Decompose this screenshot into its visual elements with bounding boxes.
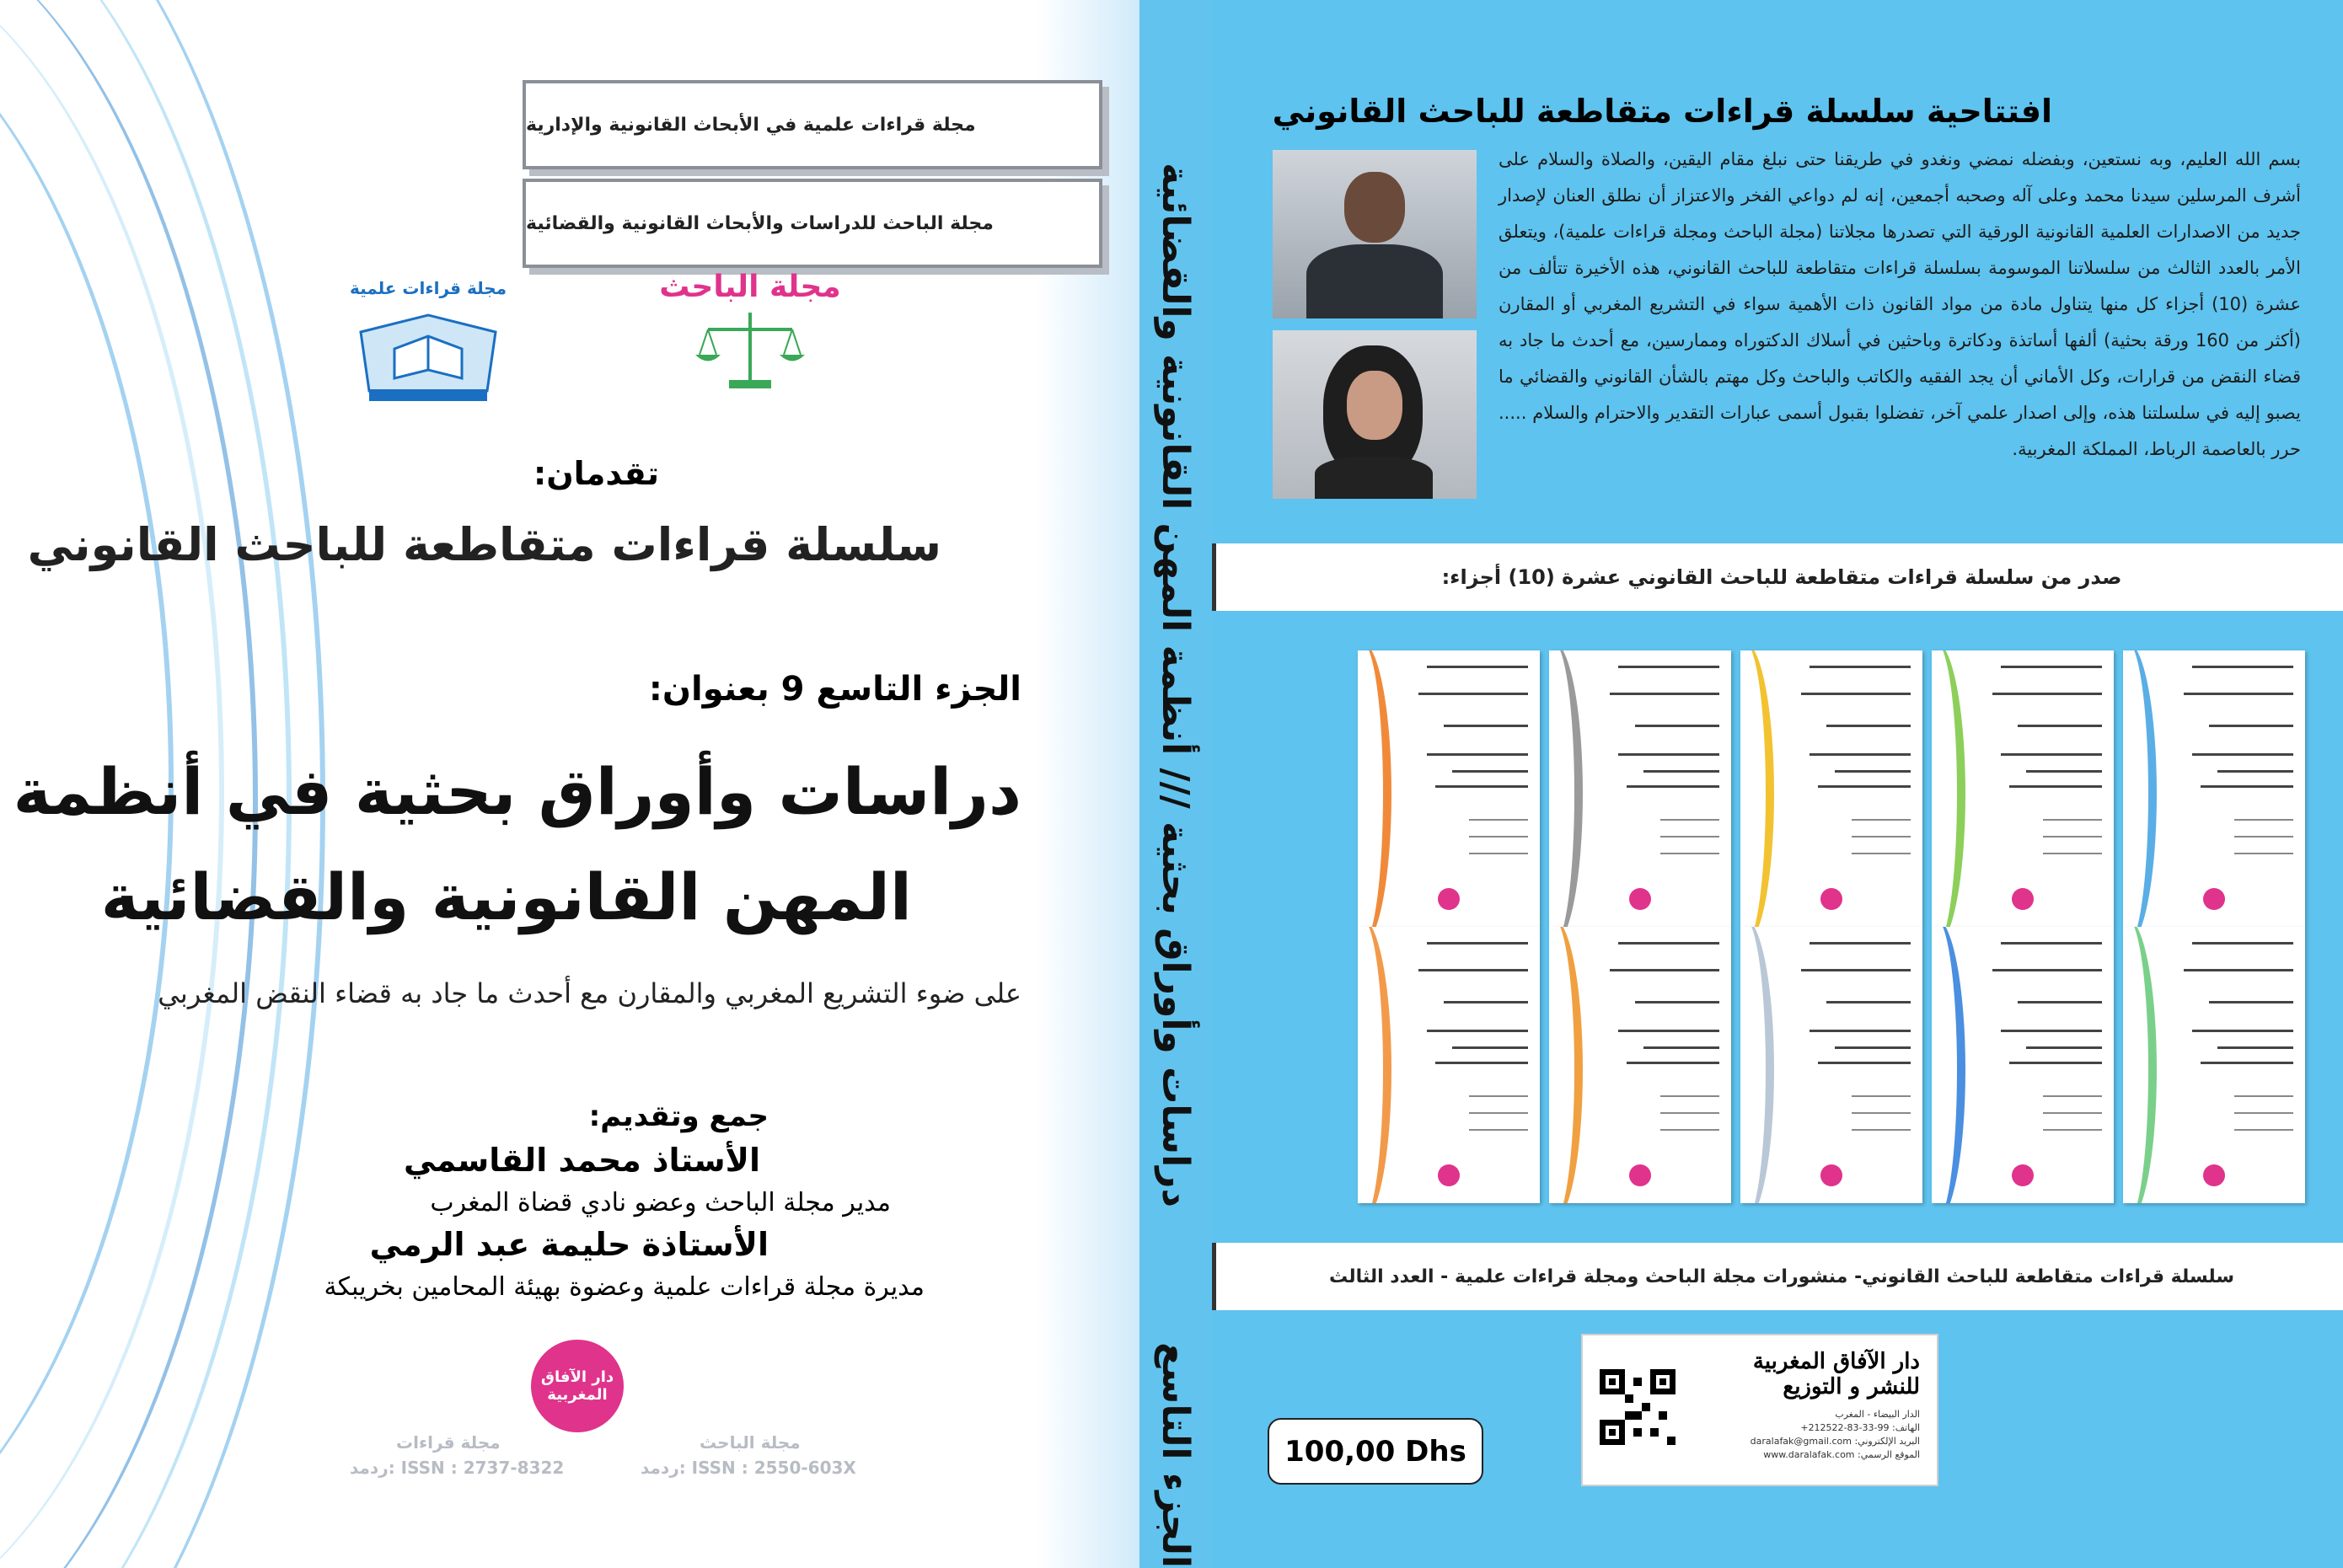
thumbnail-text-line	[1418, 693, 1528, 695]
thumbnail-text-line	[1627, 785, 1719, 788]
thumbnail-publisher-logo	[2012, 888, 2034, 910]
author-2-role: مديرة مجلة قراءات علمية وعضوة بهيئة المحامين بخريبكة	[324, 1272, 925, 1302]
thumbnail-text-line	[1435, 1062, 1528, 1064]
part-label: الجزء التاسع 9 بعنوان:	[648, 670, 1021, 709]
thumbnail-text-line	[1635, 1001, 1719, 1003]
thumbnail-text-line	[2234, 819, 2293, 821]
thumbnail-wave	[1549, 927, 1583, 1203]
thumbnail-text-line	[1801, 969, 1911, 971]
author-2-face	[1347, 371, 1402, 440]
thumbnail-text-line	[1444, 1001, 1528, 1003]
thumbnail-text-line	[2234, 853, 2293, 854]
back-cover	[1212, 0, 2343, 1568]
thumbnail-text-line	[1810, 666, 1911, 668]
thumbnail-text-line	[1469, 819, 1528, 821]
thumbnail-text-line	[1427, 666, 1528, 668]
thumbnail-text-line	[1818, 1062, 1911, 1064]
journal-banner-2-text: مجلة الباحث للدراسات والأبحاث القانونية والقضائية	[526, 212, 994, 234]
thumbnail-text-line	[2026, 1046, 2102, 1049]
series-thumbnail	[1358, 927, 1540, 1203]
publisher-logo	[531, 1340, 624, 1432]
thumbnail-text-line	[1835, 1046, 1911, 1049]
series-thumbnail	[2123, 650, 2305, 927]
author-1-photo	[1273, 150, 1477, 318]
series-thumbnail	[1549, 927, 1731, 1203]
thumbnail-text-line	[1452, 1046, 1528, 1049]
albahith-logo	[657, 270, 843, 421]
journal-banner-1	[523, 80, 1102, 169]
thumbnail-text-line	[1418, 969, 1528, 971]
thumbnail-publisher-logo	[2012, 1164, 2034, 1186]
thumbnail-text-line	[2043, 836, 2102, 838]
thumbnail-text-line	[2234, 836, 2293, 838]
publisher-contact	[1701, 1408, 1920, 1462]
publisher-site: الموقع الرسمي: www.daralafak.com	[1763, 1449, 1920, 1460]
thumbnail-text-line	[1852, 1129, 1911, 1131]
author-1-role: مدير مجلة الباحث وعضو نادي قضاة المغرب	[430, 1188, 891, 1217]
thumbnail-text-line	[2184, 693, 2293, 695]
publisher-name: دار الآفاق المغربية للنشر و التوزيع	[1752, 1349, 1920, 1399]
front-cover	[0, 0, 1139, 1568]
thumbnail-publisher-logo	[2203, 888, 2225, 910]
series-thumbnail	[1740, 927, 1922, 1203]
price-tag	[1268, 1418, 1483, 1485]
thumbnail-text-line	[1660, 1095, 1719, 1097]
author-2-photo	[1273, 330, 1477, 499]
thumbnail-text-line	[1852, 1112, 1911, 1114]
series-thumbnail	[1932, 650, 2114, 927]
footer-bar-text: سلسلة قراءات متقاطعة للباحث القانوني- منشورات مجلة الباحث ومجلة قراءات علمية - العدد الثالث	[1329, 1266, 2234, 1287]
qiraat-logo	[327, 278, 529, 421]
thumbnail-text-line	[2001, 753, 2102, 756]
thumbnail-text-line	[1435, 785, 1528, 788]
thumbnail-text-line	[1427, 942, 1528, 945]
thumbnail-text-line	[2043, 1112, 2102, 1114]
albahith-logo-title: مجلة الباحث	[659, 270, 841, 304]
thumbnail-wave	[1932, 650, 1965, 927]
thumbnail-publisher-logo	[1820, 1164, 1842, 1186]
thumbnail-text-line	[2192, 1030, 2293, 1032]
thumbnail-text-line	[2026, 770, 2102, 773]
thumbnail-text-line	[1660, 819, 1719, 821]
thumbnail-text-line	[1660, 1129, 1719, 1131]
thumbnail-text-line	[1810, 1030, 1911, 1032]
thumbnail-text-line	[2192, 942, 2293, 945]
series-thumbnail	[2123, 927, 2305, 1203]
thumbnail-wave	[1740, 927, 1774, 1203]
thumbnail-text-line	[2234, 1129, 2293, 1131]
thumbnail-text-line	[1427, 753, 1528, 756]
thumbnail-wave	[1932, 927, 1965, 1203]
thumbnail-text-line	[1444, 725, 1528, 727]
thumbnail-text-line	[2209, 725, 2293, 727]
thumbnail-text-line	[1452, 770, 1528, 773]
thumbnail-text-line	[2009, 1062, 2102, 1064]
author-2-name: الأستاذة حليمة عبد الرمي	[369, 1226, 769, 1263]
thumbnail-text-line	[2234, 1095, 2293, 1097]
qr-code-icon	[1600, 1369, 1675, 1445]
publisher-card	[1581, 1334, 1938, 1486]
thumbnail-publisher-logo	[2203, 1164, 2225, 1186]
thumbnail-text-line	[1852, 853, 1911, 854]
thumbnail-text-line	[2192, 753, 2293, 756]
thumbnail-wave	[1549, 650, 1583, 927]
author-1-name: الأستاذ محمد القاسمي	[404, 1142, 760, 1179]
author-1-face	[1344, 172, 1405, 243]
thumbnail-text-line	[1826, 725, 1911, 727]
thumbnail-text-line	[2043, 1129, 2102, 1131]
foreword-heading: افتتاحية سلسلة قراءات متقاطعة للباحث القانوني	[1272, 93, 2052, 130]
thumbnail-text-line	[1643, 770, 1719, 773]
thumbnail-text-line	[1643, 1046, 1719, 1049]
issn-right-label: مجلة الباحث	[700, 1432, 801, 1453]
thumbnail-text-line	[1992, 693, 2102, 695]
thumbnail-text-line	[1818, 785, 1911, 788]
qiraat-logo-title: مجلة قراءات علمية	[349, 278, 507, 298]
thumbnail-text-line	[1992, 969, 2102, 971]
presents-label: تقدمان:	[533, 455, 659, 492]
book-title-line-2: المهن القانونية والقضائية	[100, 859, 912, 934]
thumbnail-text-line	[2234, 1112, 2293, 1114]
series-bar	[1212, 543, 2343, 611]
series-thumbnail	[1549, 650, 1731, 927]
thumbnail-text-line	[1826, 1001, 1911, 1003]
thumbnail-text-line	[1635, 725, 1719, 727]
thumbnail-wave	[1740, 650, 1774, 927]
series-thumbnail	[1358, 650, 1540, 927]
thumbnail-text-line	[1660, 853, 1719, 854]
price-text: 100,00 Dhs	[1284, 1434, 1466, 1469]
thumbnail-text-line	[2209, 1001, 2293, 1003]
thumbnail-text-line	[2001, 942, 2102, 945]
series-thumbnail	[1932, 927, 2114, 1203]
thumbnail-text-line	[1469, 1095, 1528, 1097]
thumbnail-text-line	[2192, 666, 2293, 668]
thumbnail-text-line	[2043, 1095, 2102, 1097]
footer-bar	[1212, 1243, 2343, 1310]
thumbnail-text-line	[2043, 853, 2102, 854]
publisher-address: الدار البيضاء - المغرب	[1835, 1409, 1920, 1420]
thumbnail-text-line	[2001, 1030, 2102, 1032]
thumbnail-wave	[1358, 927, 1391, 1203]
spine-part: الجزء التاسع	[1154, 1342, 1198, 1568]
series-title: سلسلة قراءات متقاطعة للباحث القانوني	[27, 518, 941, 571]
thumbnail-text-line	[1660, 836, 1719, 838]
book-emblem-icon	[344, 298, 512, 408]
thumbnail-wave	[2123, 927, 2157, 1203]
thumbnail-text-line	[2201, 785, 2293, 788]
thumbnail-text-line	[1627, 1062, 1719, 1064]
thumbnail-text-line	[2018, 1001, 2102, 1003]
series-bar-text: صدر من سلسلة قراءات متقاطعة للباحث القانوني عشرة (10) أجزاء:	[1441, 565, 2122, 589]
spine-text	[1139, 0, 1212, 1568]
thumbnail-text-line	[1618, 666, 1719, 668]
scales-of-justice-icon	[666, 304, 834, 397]
thumbnail-publisher-logo	[1438, 888, 1460, 910]
issn-left: ردمد: ISSN : 2737-8322	[350, 1458, 565, 1478]
thumbnail-text-line	[1801, 693, 1911, 695]
compiled-by-label: جمع وتقديم:	[588, 1100, 769, 1133]
thumbnail-text-line	[1610, 969, 1719, 971]
thumbnail-text-line	[1469, 853, 1528, 854]
thumbnail-publisher-logo	[1629, 1164, 1651, 1186]
spine-title: دراسات وأوراق بحثية /// أنظمة المهن القانونية والقضائية	[1154, 163, 1198, 1208]
publisher-email: البريد الإلكتروني: daralafak@gmail.com	[1750, 1436, 1920, 1447]
thumbnail-text-line	[1835, 770, 1911, 773]
thumbnail-text-line	[1427, 1030, 1528, 1032]
thumbnail-wave	[1358, 650, 1391, 927]
thumbnail-text-line	[1852, 1095, 1911, 1097]
foreword-text: بسم الله العليم، وبه نستعين، وبفضله نمضي ونغدو في طريقنا حتى نبلغ مقام اليقين، والصلاة والسلام على أشرف المرسلين سيدنا محمد وعلى آله وصحبه أجمعين، إنه لم دواعي الفخر والاعتزاز أن نطلق العنان لإصدار جديد من الاصدارات العلمية القانونية الورقية التي تصدرها مجلاتنا (مجلة الباحث ومجلة قراءات علمية)، ويتعلق الأمر بالعدد الثالث من سلسلاتنا الموسومة بسلسلة قراءات متقاطعة للباحث القانوني، هذه الأخيرة تتألف من عشرة (10) أجزاء كل منها يتناول مادة من مواد القانون ذات الأهمية سواء في التشريع المغربي أو المقارن (أكثر من 160 ورقة بحثية) ألفها أساتذة ودكاترة وباحثين في أسلاك الدكتوراه وممارسين، مع أحدث ما جاد به قضاء النقض من قرارات، وكل الأماني أن يجد الفقيه والكاتب والباحث وكل مهتم بالشأن القانوني والقضائي ما يصبو إليه في سلسلتنا هذه، وإلى اصدار علمي آخر، تفضلوا بقبول أسمى عبارات التقدير والاحترام والسلام ..... حرر بالعاصمة الرباط، المملكة المغربية.	[1499, 149, 2301, 459]
publisher-logo-text: دار الآفاق المغربية	[540, 1368, 614, 1404]
thumbnail-text-line	[2001, 666, 2102, 668]
thumbnail-text-line	[1469, 836, 1528, 838]
thumbnail-text-line	[2018, 725, 2102, 727]
thumbnail-text-line	[2217, 1046, 2293, 1049]
journal-banner-1-text: مجلة قراءات علمية في الأبحاث القانونية والإدارية	[526, 114, 976, 136]
thumbnail-publisher-logo	[1820, 888, 1842, 910]
thumbnail-text-line	[1469, 1129, 1528, 1131]
author-1-suit	[1306, 244, 1443, 318]
thumbnail-text-line	[2043, 819, 2102, 821]
journal-banner-2	[523, 179, 1102, 268]
issn-left-label: مجلة قراءات	[396, 1432, 501, 1453]
thumbnail-text-line	[1618, 942, 1719, 945]
thumbnail-text-line	[2184, 969, 2293, 971]
thumbnail-publisher-logo	[1629, 888, 1651, 910]
series-thumbnail	[1740, 650, 1922, 927]
thumbnail-wave	[2123, 650, 2157, 927]
thumbnail-publisher-logo	[1438, 1164, 1460, 1186]
issn-right: ردمد: ISSN : 2550-603X	[641, 1458, 856, 1478]
thumbnail-text-line	[1810, 753, 1911, 756]
thumbnail-text-line	[2201, 1062, 2293, 1064]
thumbnail-text-line	[1852, 836, 1911, 838]
thumbnail-text-line	[1618, 1030, 1719, 1032]
thumbnail-text-line	[1469, 1112, 1528, 1114]
thumbnail-text-line	[1852, 819, 1911, 821]
thumbnail-text-line	[1810, 942, 1911, 945]
book-subtitle: على ضوء التشريع المغربي والمقارن مع أحدث ما جاد به قضاء النقض المغربي	[158, 977, 1021, 1009]
publisher-phone: الهاتف: 99-33-83-212522+	[1800, 1422, 1920, 1433]
thumbnail-text-line	[1618, 753, 1719, 756]
thumbnail-text-line	[1660, 1112, 1719, 1114]
thumbnail-text-line	[1610, 693, 1719, 695]
thumbnail-text-line	[2009, 785, 2102, 788]
author-2-outfit	[1315, 457, 1433, 499]
book-title-line-1: دراسات وأوراق بحثية في أنظمة	[13, 754, 1021, 829]
thumbnail-text-line	[2217, 770, 2293, 773]
